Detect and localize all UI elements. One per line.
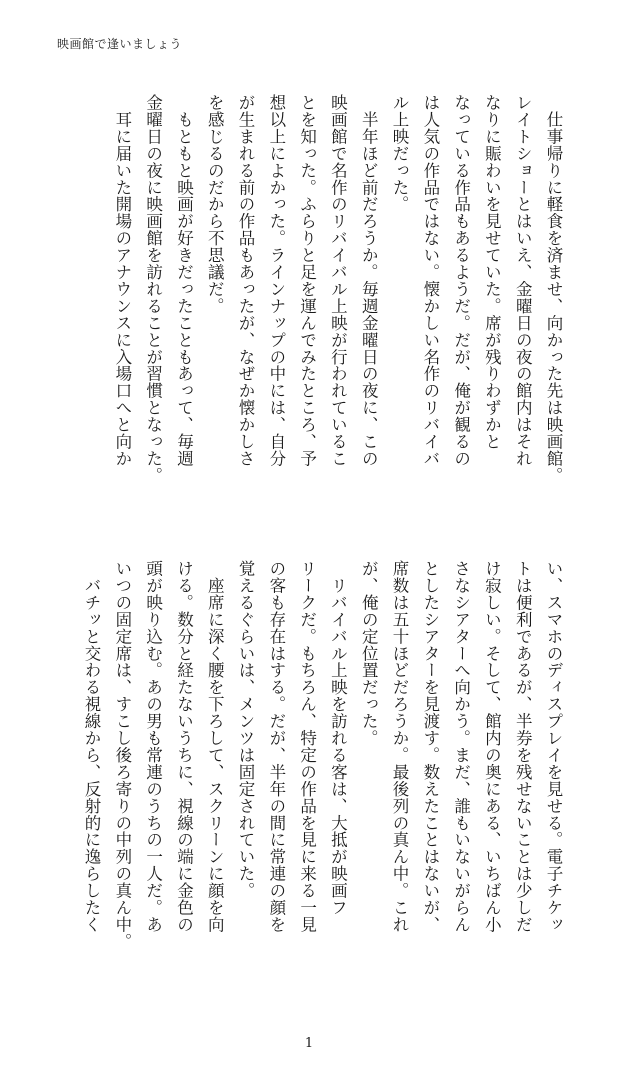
- running-header: 映画館で逢いましょう: [57, 37, 183, 51]
- paragraph: リバイバル上映を訪れる客は、大抵が映画フ リークだ。もちろん、特定の作品を見に来る一見 の客も存在はする。だが、半年の間に常連の顔を 覚えるぐらいは、メンツは固定されていた。: [236, 560, 348, 933]
- vertical-text-column-top: [48, 94, 568, 530]
- paragraph: バチッと交わる視線から、反射的に逸らしたく: [82, 560, 102, 933]
- paragraph: 耳に届いた開場のアナウンスに入場口へと向か: [112, 94, 132, 467]
- paragraph: もともと映画が好きだったこともあって、毎週 金曜日の夜に映画館を訪れることが習慣となった。: [143, 94, 194, 484]
- paragraph: 座席に深く腰を下ろして、スクリーンに顔を向 ける。数分と経たないうちに、視線の端に金色の 頭が映り込む。あの男も常連のうちの一人だ。あ いつの固定席は、すこし後ろ寄りの中列の真ん中。: [112, 560, 225, 950]
- paragraph: 半年ほど前だろうか。毎週金曜日の夜に、この 映画館で名作のリバイバル上映が行われているこ とを知った。ふらりと足を運んでみたところ、予 想以上によかった。ラインナップの中には、自分 が生まれる前の作品もあったが、なぜか懐かしさ を感じるのだから不思議だ。: [205, 94, 379, 467]
- paragraph: 仕事帰りに軽食を済ませ、向かった先は映画館。 レイトショーとはいえ、金曜日の夜の館内はそれ なりに賑わいを見せていた。席が残りわずかと なっている作品もあるようだ。だが、俺が観るの は人気の作品ではない。懐かしい名作のリバイバ ル上映だった。: [390, 94, 563, 484]
- vertical-text-column-bottom: [48, 560, 568, 996]
- paragraph: い、スマホのディスプレイを見せる。電子チケッ トは便利であるが、半券を残せないことは少しだ け寂しい。そして、館内の奥にある、いちばん小 さなシアターへ向かう。まだ、誰もいないがらん としたシアターを見渡す。数えたことはないが、 席数は五十ほどだろうか。最後列の真ん中。これ が、俺の定位置だった。: [359, 560, 563, 933]
- page-number: 1: [304, 1036, 314, 1051]
